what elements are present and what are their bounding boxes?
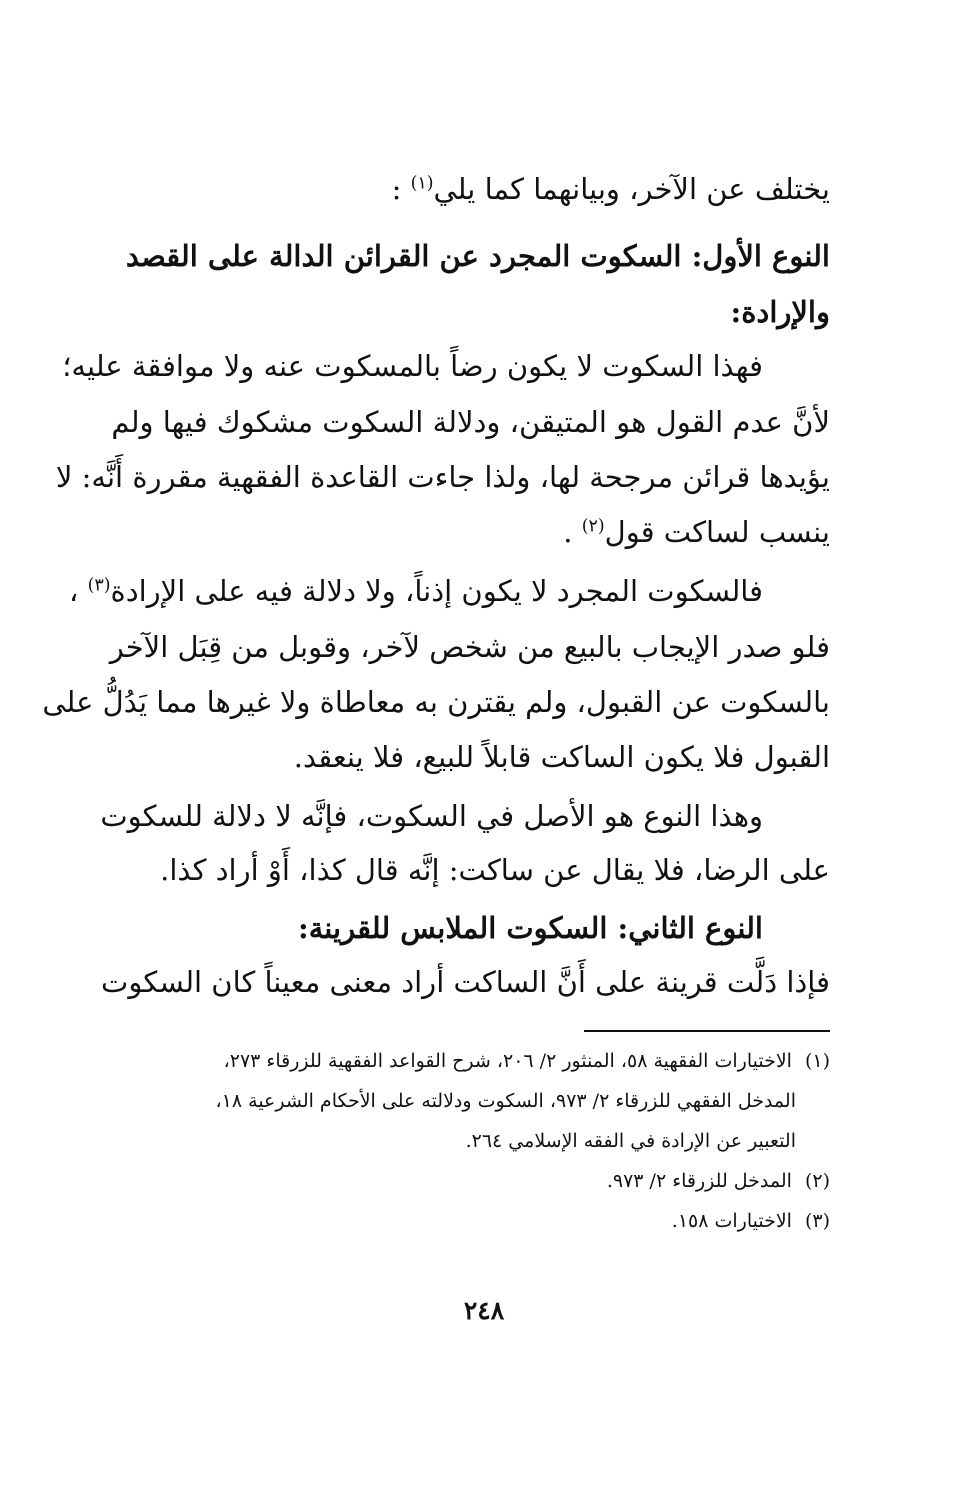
body-line: بالسكوت عن القبول، ولم يقترن به معاطاة ولا غيرها مما يَدُلُّ على [42, 685, 830, 719]
body-line: فهذا السكوت لا يكون رضاً بالمسكوت عنه ولا موافقة عليه؛ [62, 349, 763, 383]
footnote: (٣) الاختيارات ١٥٨. [671, 1210, 830, 1232]
footnote-number: (٣) [804, 1210, 830, 1232]
footnote: (٢) المدخل للزرقاء ٢/ ٩٧٣. [606, 1170, 830, 1192]
page-number: ٢٤٨ [463, 1296, 505, 1325]
footnote-ref: (٣) [87, 575, 111, 596]
body-line: على الرضا، فلا يقال عن ساكت: إنَّه قال كذا، أَوْ أراد كذا. [160, 853, 830, 887]
body-line: وهذا النوع هو الأصل في السكوت، فإنَّه لا دلالة للسكوت [100, 799, 763, 833]
section-heading: والإرادة: [730, 295, 830, 329]
body-line: فالسكوت المجرد لا يكون إذناً، ولا دلالة فيه على الإرادة$^{(٣)}$ ، [68, 574, 763, 608]
footnote-number: (٢) [804, 1170, 830, 1192]
body-line: ينسب لساكت قول$^{(٢)}$ . [563, 515, 830, 549]
body-line: يؤيدها قرائن مرجحة لها، ولذا جاءت القاعدة الفقهية مقررة أَنَّه: لا [55, 460, 830, 494]
footnote-ref: (٢) [581, 516, 605, 537]
body-line: فإذا دَلَّت قرينة على أَنَّ الساكت أراد معنى معيناً كان السكوت [101, 965, 830, 999]
footnote-ref: (١) [410, 173, 434, 194]
footnote-separator [584, 1030, 830, 1032]
footnote-number: (١) [804, 1050, 830, 1072]
footnote: (١) الاختيارات الفقهية ٥٨، المنثور ٢/ ٢٠٦، شرح القواعد الفقهية للزرقاء ٢٧٣، [223, 1050, 830, 1072]
body-line: فلو صدر الإيجاب بالبيع من شخص لآخر، وقوبل من قِبَل الآخر [109, 630, 830, 664]
body-line: لأنَّ عدم القول هو المتيقن، ودلالة السكوت مشكوك فيها ولم [111, 405, 830, 439]
body-line: القبول فلا يكون الساكت قابلاً للبيع، فلا ينعقد. [293, 740, 830, 774]
body-line: يختلف عن الآخر، وبيانهما كما يلي$^{(١)}$ : [391, 172, 830, 206]
footnote-line: المدخل الفقهي للزرقاء ٢/ ٩٧٣، السكوت ودلالته على الأحكام الشرعية ١٨، [215, 1090, 796, 1112]
section-heading: النوع الأول: السكوت المجرد عن القرائن الدالة على القصد [125, 239, 830, 273]
section-heading: النوع الثاني: السكوت الملابس للقرينة: [298, 911, 763, 945]
footnote-line: التعبير عن الإرادة في الفقه الإسلامي ٢٦٤. [465, 1130, 796, 1152]
